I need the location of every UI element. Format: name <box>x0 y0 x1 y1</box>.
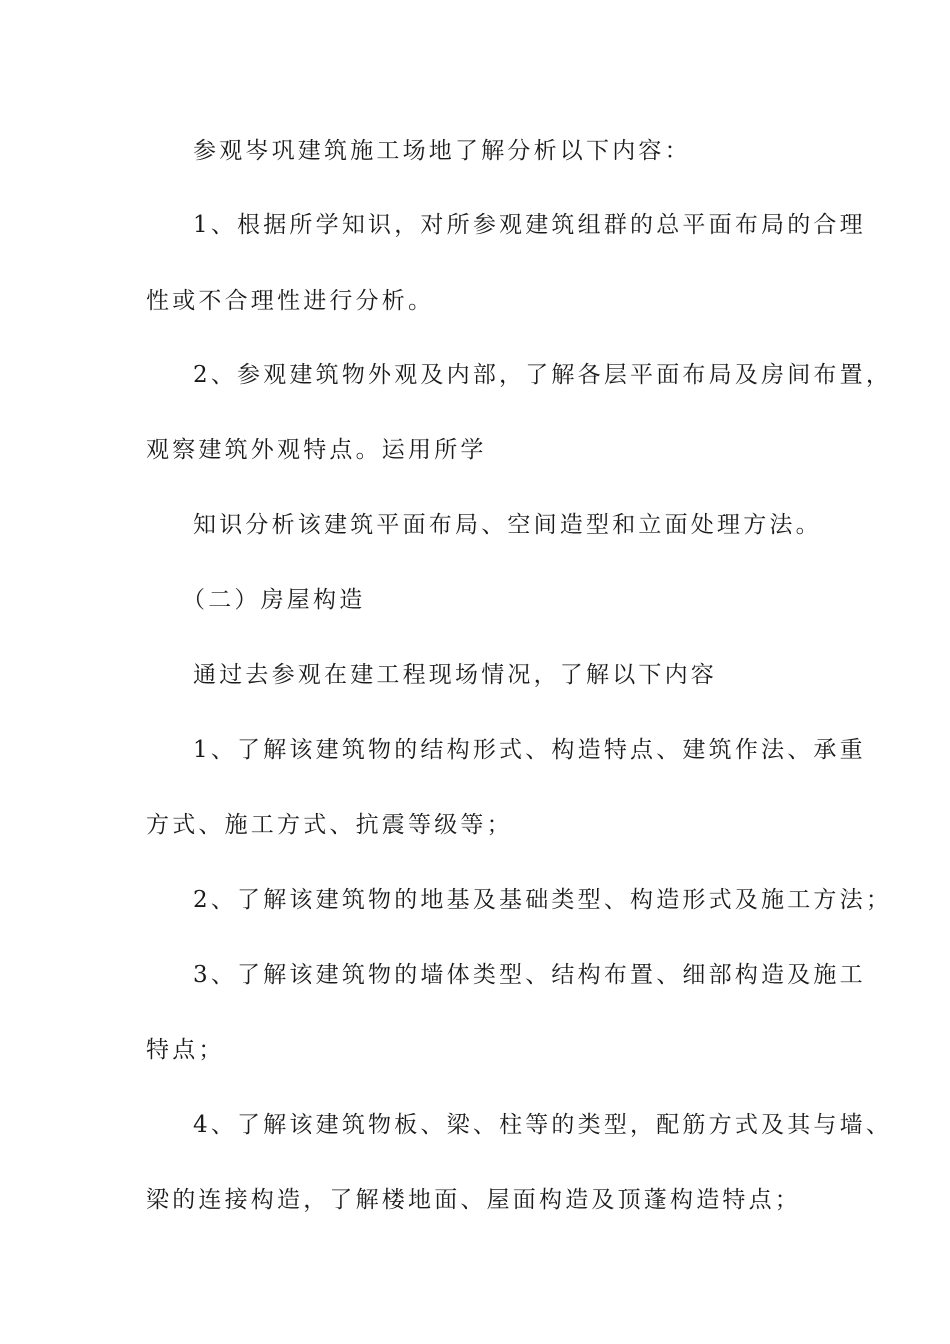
list-item-2: 2、了解该建筑物的地基及基础类型、构造形式及施工方法； <box>193 887 893 913</box>
list-item-3-line-1: 3、了解该建筑物的墙体类型、结构布置、细部构造及施工 <box>193 962 866 988</box>
intro-line: 参观岑巩建筑施工场地了解分析以下内容： <box>193 138 691 164</box>
list-item-1-line-2: 方式、施工方式、抗震等级等； <box>146 812 513 838</box>
item-1-line-2: 性或不合理性进行分析。 <box>146 288 435 314</box>
section-intro: 通过去参观在建工程现场情况，了解以下内容 <box>193 662 717 688</box>
list-item-3-line-2: 特点； <box>146 1037 225 1063</box>
item-1-line-1: 1、根据所学知识，对所参观建筑组群的总平面布局的合理 <box>193 212 866 238</box>
section-heading: （二）房屋构造 <box>182 587 366 613</box>
item-2-line-2: 观察建筑外观特点。运用所学 <box>146 437 487 463</box>
list-item-4-line-1: 4、了解该建筑物板、梁、柱等的类型，配筋方式及其与墙、 <box>193 1112 893 1138</box>
item-2-line-1: 2、参观建筑物外观及内部，了解各层平面布局及房间布置， <box>193 362 893 388</box>
list-item-4-line-2: 梁的连接构造，了解楼地面、屋面构造及顶蓬构造特点； <box>146 1187 801 1213</box>
item-2-line-3: 知识分析该建筑平面布局、空间造型和立面处理方法。 <box>193 512 822 538</box>
list-item-1-line-1: 1、了解该建筑物的结构形式、构造特点、建筑作法、承重 <box>193 737 866 763</box>
